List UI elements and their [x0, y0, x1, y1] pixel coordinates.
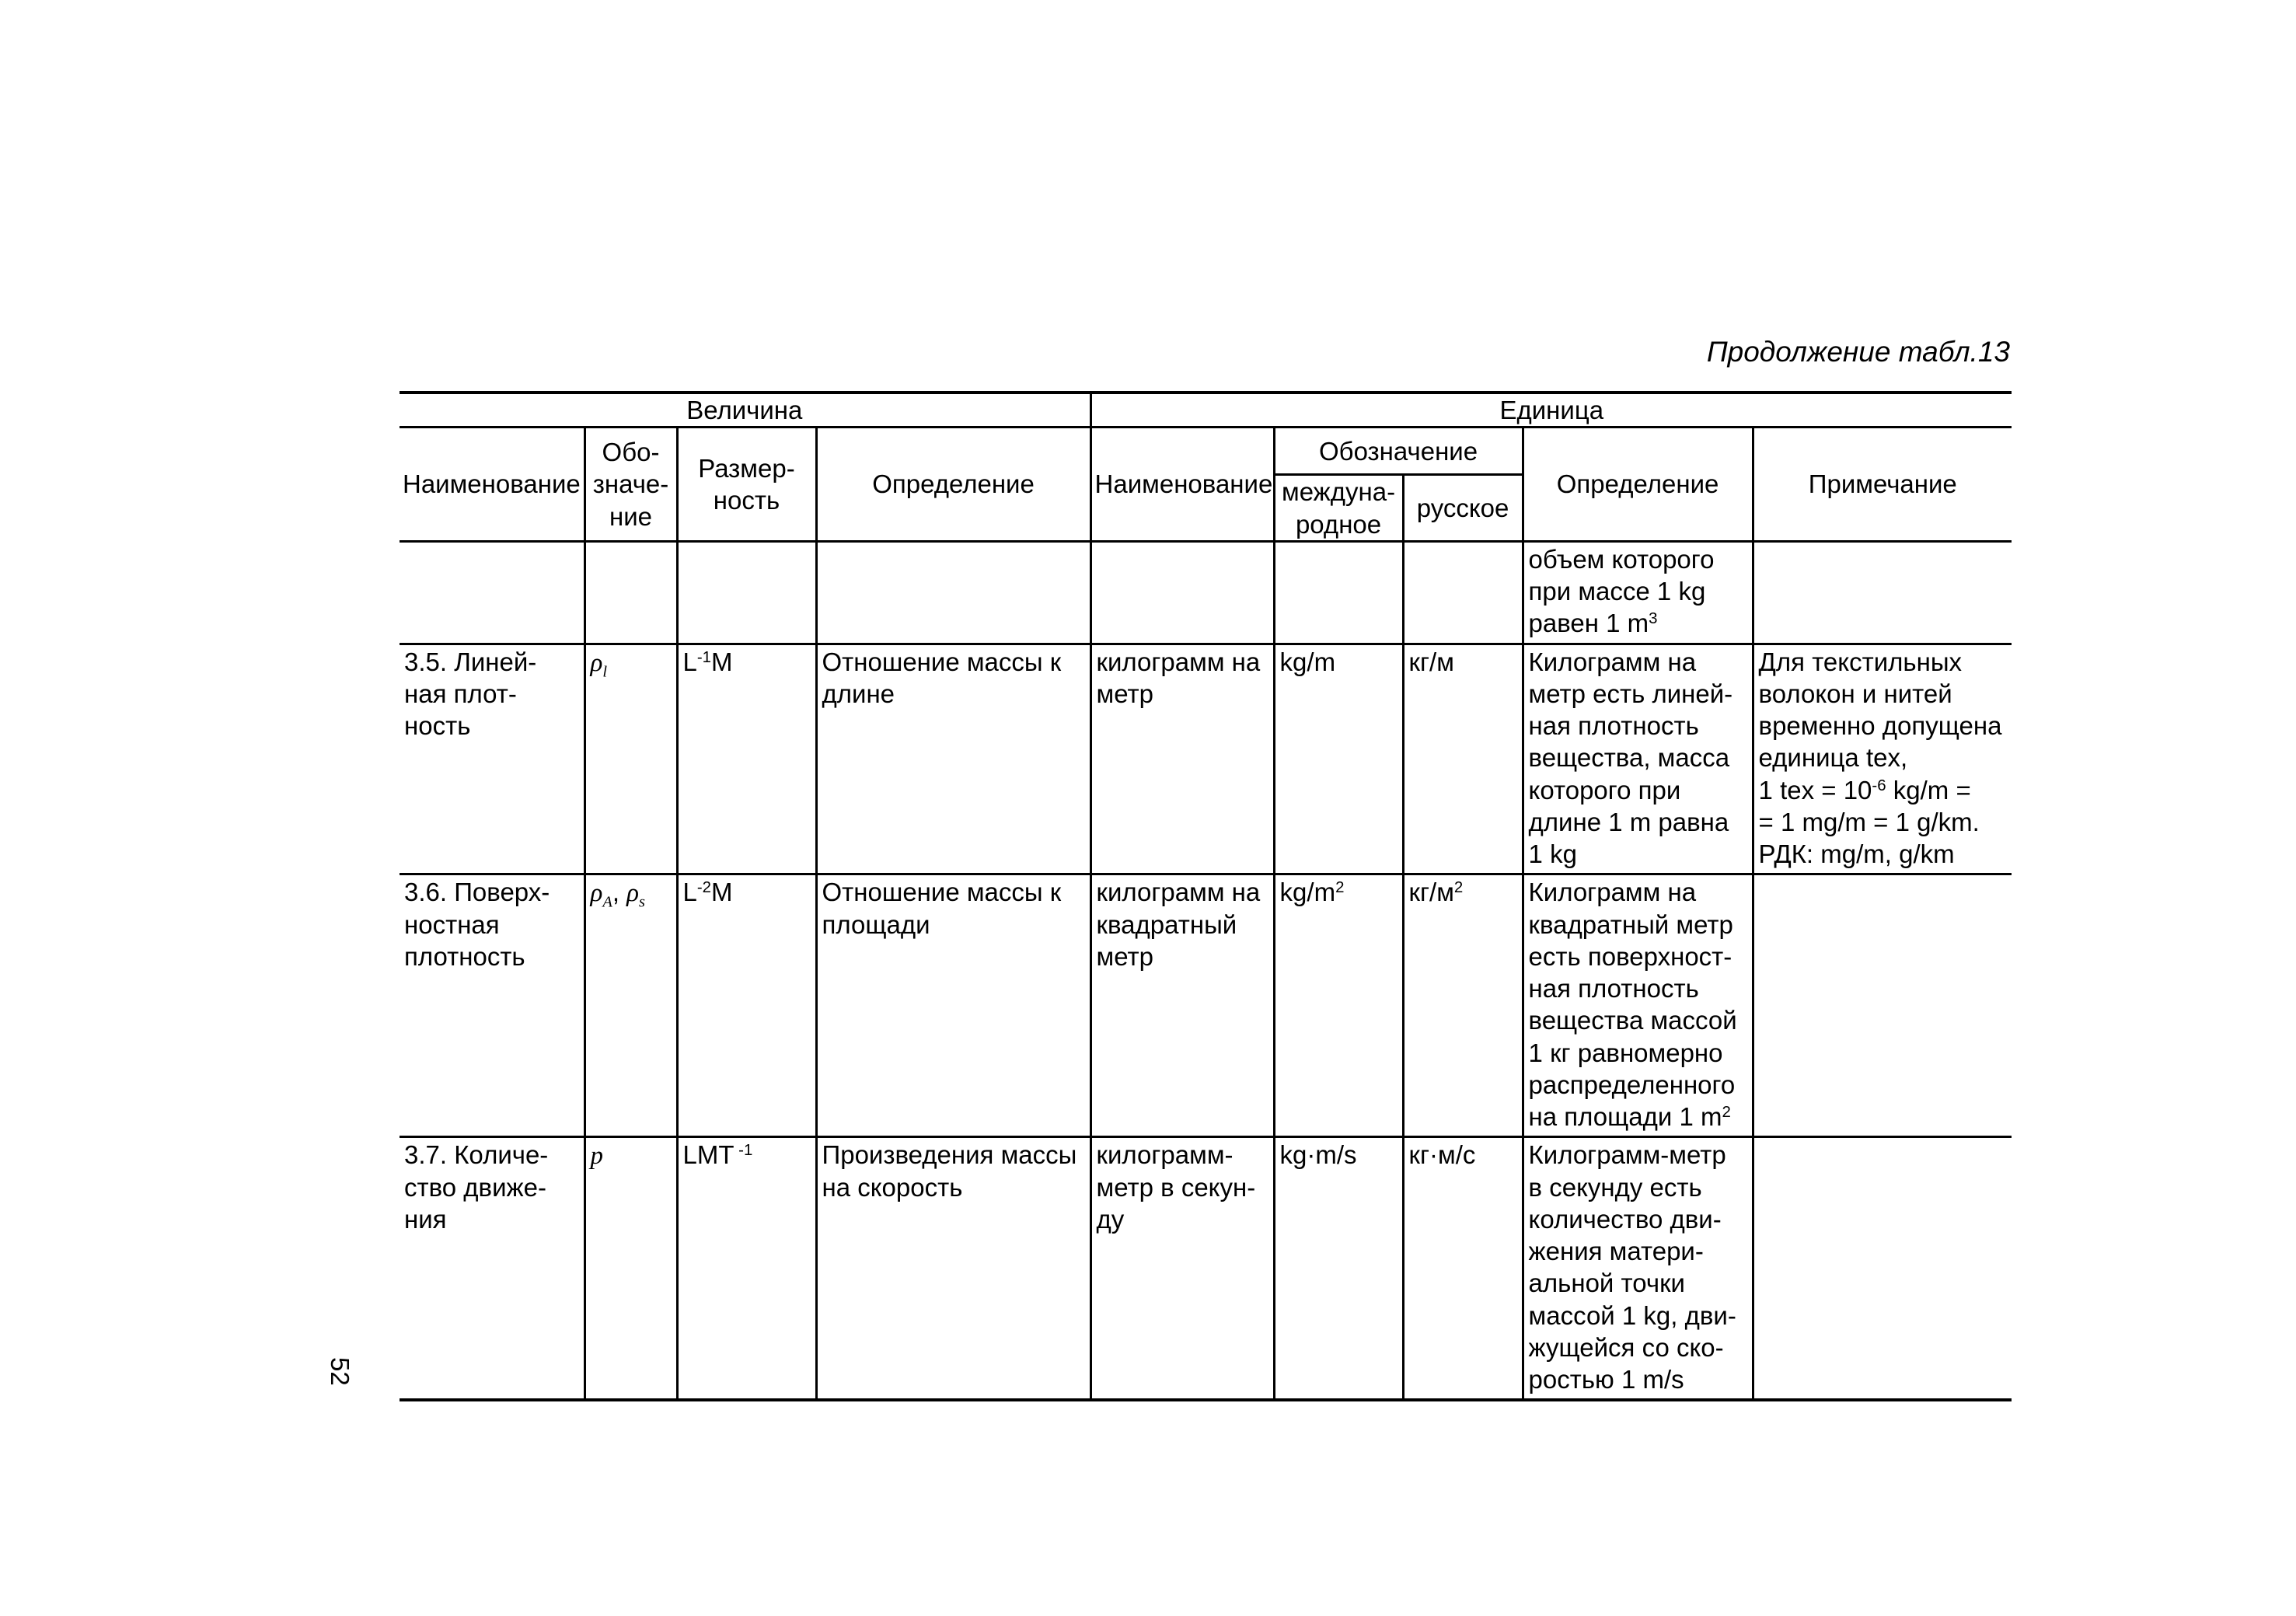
- cell-quantity-definition: [816, 541, 1090, 644]
- cell-unit-international: [1274, 541, 1403, 644]
- cell-quantity-definition: Произведения массы на скорость: [816, 1137, 1090, 1401]
- cell-unit-name: килограмм- метр в секун- ду: [1090, 1137, 1274, 1401]
- cell-note: Для текстильных волокон и нитей временно допущена единица tex, 1 tex = $10^{-6}$ kg/m = = 1 mg/m = 1 g/km. РДК: mg/m, g/km: [1753, 644, 2012, 874]
- header-unit-name: Наименование: [1090, 428, 1274, 542]
- units-table: [400, 391, 2012, 1401]
- cell-quantity-definition: Отношение массы к площади: [816, 874, 1090, 1137]
- cell-unit-definition: Килограмм-метр в секунду есть количество дви- жения матери- альной точки массой 1 kg, дви- жущейся со ско- ростью 1 m/s: [1523, 1137, 1753, 1401]
- cell-quantity-name: 3.6. Поверх- ностная плотность: [400, 874, 584, 1137]
- cell-quantity-symbol: [584, 541, 677, 644]
- cell-unit-international: kg·m/s: [1274, 1137, 1403, 1401]
- cell-unit-russian: кг·м/с: [1403, 1137, 1523, 1401]
- cell-note: [1753, 874, 2012, 1137]
- table-caption: Продолжение табл.13: [1706, 336, 2010, 368]
- cell-quantity-definition: Отношение массы к длине: [816, 644, 1090, 874]
- cell-unit-name: [1090, 541, 1274, 644]
- cell-quantity-symbol: $\rho_l$: [584, 644, 677, 874]
- cell-unit-russian: $кг/м^2$: [1403, 874, 1523, 1137]
- cell-note: [1753, 541, 2012, 644]
- header-quantity-symbol: Обо- значе- ние: [584, 428, 677, 542]
- table-row: [400, 1137, 2012, 1401]
- cell-unit-definition: объем которого при массе 1 kg равен 1 $m^3$: [1523, 541, 1753, 644]
- header-unit-group: Единица: [1090, 393, 2012, 428]
- cell-unit-definition: Килограмм на квадратный метр есть поверхност- ная плотность вещества массой 1 кг равномерно распределенного на площади 1 $m^2$: [1523, 874, 1753, 1137]
- cell-unit-name: килограмм на квадратный метр: [1090, 874, 1274, 1137]
- cell-quantity-name: 3.5. Линей- ная плот- ность: [400, 644, 584, 874]
- cell-unit-russian: кг/м: [1403, 644, 1523, 874]
- cell-quantity-name: [400, 541, 584, 644]
- header-quantity-dimension: Размер- ность: [677, 428, 816, 542]
- table-row: [400, 874, 2012, 1137]
- cell-unit-definition: Килограмм на метр есть линей- ная плотность вещества, масса которого при длине 1 m равна 1 kg: [1523, 644, 1753, 874]
- cell-quantity-name: 3.7. Количе- ство движе- ния: [400, 1137, 584, 1401]
- cell-quantity-dimension: $L^{-1}M$: [677, 644, 816, 874]
- table-row: [400, 644, 2012, 874]
- header-note: Примечание: [1753, 428, 2012, 542]
- header-unit-definition: Определение: [1523, 428, 1753, 542]
- cell-quantity-dimension: [677, 541, 816, 644]
- cell-unit-russian: [1403, 541, 1523, 644]
- cell-quantity-dimension: LMT $^{-1}$: [677, 1137, 816, 1401]
- header-quantity-group: Величина: [400, 393, 1090, 428]
- cell-quantity-symbol: p: [584, 1137, 677, 1401]
- page-number: 52: [326, 1357, 354, 1386]
- header-quantity-name: Наименование: [400, 428, 584, 542]
- header-unit-international: междуна- родное: [1274, 475, 1403, 542]
- cell-quantity-dimension: $L^{-2}M$: [677, 874, 816, 1137]
- header-unit-russian: русское: [1403, 475, 1523, 542]
- cell-unit-international: $kg/m^2$: [1274, 874, 1403, 1137]
- header-quantity-definition: Определение: [816, 428, 1090, 542]
- header-unit-designation: Обозначение: [1274, 428, 1523, 475]
- cell-unit-name: килограмм на метр: [1090, 644, 1274, 874]
- cell-unit-international: kg/m: [1274, 644, 1403, 874]
- cell-quantity-symbol: $\rho_A$, $\rho_s$: [584, 874, 677, 1137]
- cell-note: [1753, 1137, 2012, 1401]
- table-row: [400, 541, 2012, 644]
